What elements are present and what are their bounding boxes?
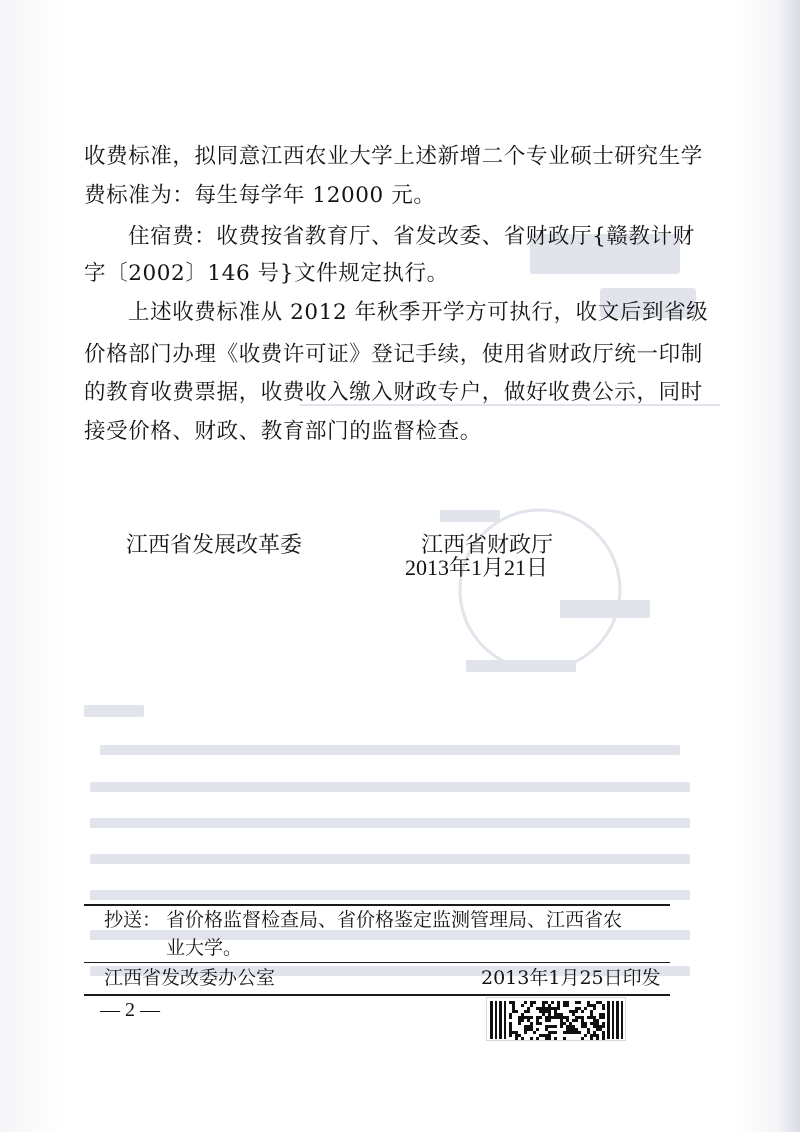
issuer-name: 江西省财政厅 bbox=[421, 532, 554, 557]
cc-label: 抄送： bbox=[104, 909, 162, 931]
body-line: 价格部门办理《收费许可证》登记手续，使用省财政厅统一印制 bbox=[84, 342, 703, 367]
barcode-icon bbox=[486, 997, 626, 1041]
body-line: 住宿费：收费按省教育厅、省发改委、省财政厅{赣教计财 bbox=[128, 224, 695, 249]
body-line: 费标准为：每生每学年 12000 元。 bbox=[84, 183, 436, 208]
cc-recipients: 业大学。 bbox=[166, 937, 243, 959]
signing-date: 2013年1月21日 bbox=[405, 555, 549, 580]
body-line: 字〔2002〕146 号}文件规定执行。 bbox=[84, 261, 449, 286]
body-line: 收费标准，拟同意江西农业大学上述新增二个专业硕士研究生学 bbox=[84, 144, 703, 169]
issuer-name: 江西省发展改革委 bbox=[126, 532, 303, 557]
page-number: — 2 — bbox=[100, 999, 160, 1021]
footer-rule bbox=[84, 994, 670, 996]
cc-recipients: 省价格监督检查局、省价格鉴定监测管理局、江西省农 bbox=[166, 909, 623, 931]
body-line: 上述收费标准从 2012 年秋季开学方可执行，收文后到省级 bbox=[128, 300, 709, 325]
footer-rule bbox=[84, 962, 670, 963]
body-line: 接受价格、财政、教育部门的监督检查。 bbox=[84, 419, 482, 444]
print-date: 2013年1月25日印发 bbox=[481, 967, 661, 989]
body-line: 的教育收费票据，收费收入缴入财政专户，做好收费公示，同时 bbox=[84, 380, 703, 405]
issuing-office: 江西省发改委办公室 bbox=[104, 967, 276, 989]
